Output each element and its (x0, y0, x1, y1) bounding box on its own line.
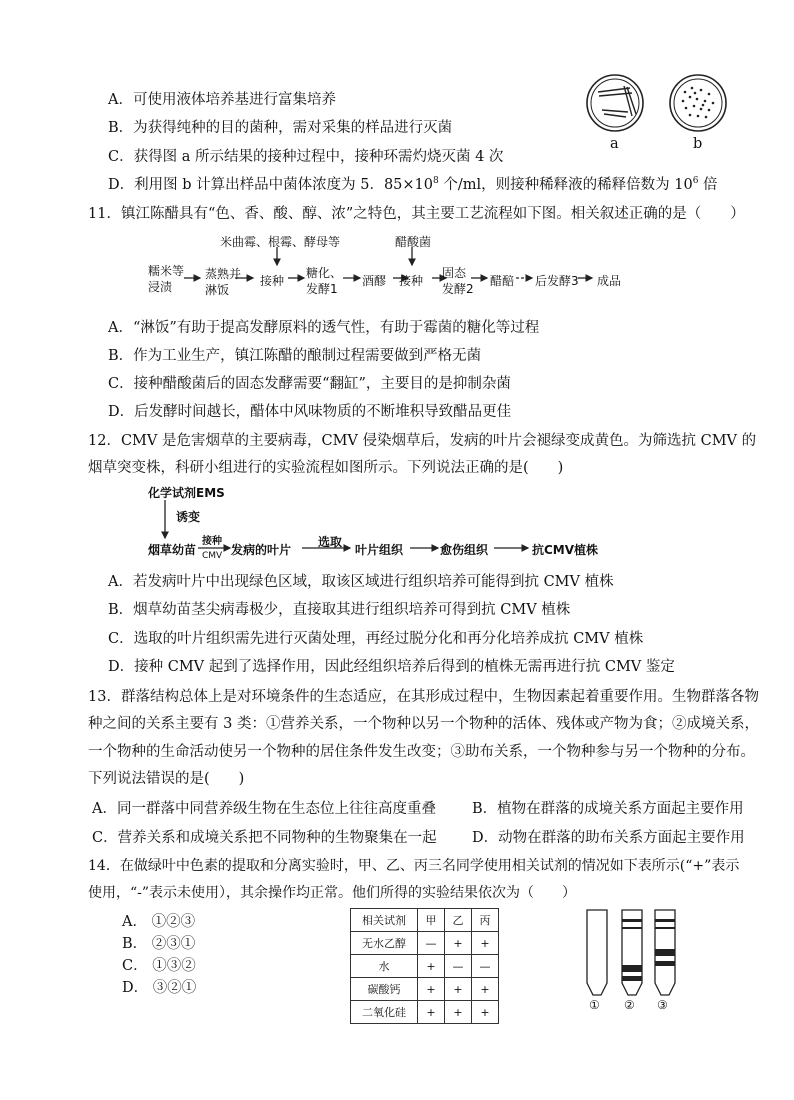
q12-option-a: A．若发病叶片中出现绿色区域，取该区域进行组织培养可能得到抗 CMV 植株 (108, 574, 614, 590)
flow11-step3: 接种 (260, 274, 285, 288)
plate-a (587, 75, 643, 131)
flow12-mutate: 诱变 (176, 510, 201, 524)
flow11-step7: 固态 发酵2 (442, 266, 474, 296)
q10-option-c: C．获得图 a 所示结果的接种过程中，接种环需灼烧灭菌 4 次 (108, 149, 504, 165)
table-cell: + (445, 1001, 472, 1024)
flow11-step5: 酒醪 (362, 274, 387, 288)
table-cell: 二氧化硅 (351, 1001, 418, 1024)
table-cell: + (418, 1001, 445, 1024)
q14-option-d: D． ③②① (122, 980, 197, 996)
q11-option-d: D．后发酵时间越长，醋体中风味物质的不断堆积导致醋品更佳 (108, 404, 512, 420)
table-cell: + (472, 932, 499, 955)
q12-option-c: C．选取的叶片组织需先进行灭菌处理，再经过脱分化和再分化培养成抗 CMV 植株 (108, 631, 644, 647)
flow11-step2: 蒸熟并 淋饭 (205, 267, 242, 297)
q10-option-b: B．为获得纯种的目的菌种，需对采集的样品进行灭菌 (108, 120, 453, 136)
flow11-step10: 成品 (597, 274, 622, 288)
table-cell: + (445, 932, 472, 955)
q13-stem-line2: 种之间的关系主要有 3 类：①营养关系，一个物种以另一个物种的活体、残体或产物为食；②成境关系， (88, 716, 759, 732)
table-row (351, 932, 499, 955)
plate-a-label: a (610, 136, 619, 152)
table-header-cell: 乙 (445, 909, 472, 932)
q12-option-d: D．接种 CMV 起到了选择作用，因此经组织培养后得到的植株无需再进行抗 CMV 鉴定 (108, 659, 675, 675)
flow12-step2: 发病的叶片 (231, 543, 292, 557)
q12-option-b: B．烟草幼苗茎尖病毒极少，直接取其进行组织培养可得到抗 CMV 植株 (108, 602, 571, 618)
table-header-cell: 丙 (472, 909, 499, 932)
plate-b-label: b (693, 136, 703, 152)
q11-option-a: A．“淋饭”有助于提高发酵原料的透气性，有助于霉菌的糖化等过程 (108, 320, 540, 336)
table-cell: + (472, 1001, 499, 1024)
flow12-inoc: 接种 (202, 536, 222, 547)
flow12-step4: 愈伤组织 (440, 543, 489, 557)
plate-b (670, 75, 726, 131)
table-header-cell: 甲 (418, 909, 445, 932)
q13-stem-line3: 一个物种的生命活动使另一个物种的居住条件发生改变；③助布关系，一个物种参与另一个物种的分布。 (88, 744, 755, 760)
q10-option-a: A．可使用液体培养基进行富集培养 (108, 92, 336, 108)
q14-option-c: C． ①③② (122, 958, 196, 974)
table-cell: — (445, 955, 472, 978)
table-header-cell: 相关试剂 (351, 909, 418, 932)
flow12-chem: 化学试剂EMS (148, 486, 225, 500)
q13-stem-line1: 13．群落结构总体上是对环境条件的生态适应，在其形成过程中，生物因素起着重要作用。生物群落各物 (88, 689, 759, 705)
flow12-step5: 抗CMV植株 (532, 543, 599, 557)
flow12-step3: 叶片组织 (355, 543, 404, 557)
flow12-cmv: CMV (202, 551, 223, 561)
table-cell: + (472, 978, 499, 1001)
petri-plates-figure (580, 70, 740, 160)
q13-option-a: A．同一群落中同营养级生物在生态位上往往高度重叠 (92, 801, 436, 817)
tube-label-3: ③ (657, 998, 668, 1012)
tube-1 (587, 910, 607, 995)
q13-option-b: B．植物在群落的成境关系方面起主要作用 (472, 801, 744, 817)
flow11-step1: 糯米等 浸渍 (148, 264, 185, 294)
q14-option-b: B． ②③① (122, 936, 196, 952)
flow12-select: 选取 (318, 535, 343, 549)
q11-stem: 11．镇江陈醋具有“色、香、酸、醇、浓”之特色，其主要工艺流程如下图。相关叙述正确的是（ ） (88, 206, 745, 222)
q14-option-a: A． ①②③ (122, 914, 196, 930)
tube-label-1: ① (589, 998, 600, 1012)
q14-stem-line1: 14．在做绿叶中色素的提取和分离实验时，甲、乙、丙三名同学使用相关试剂的情况如下表所示(“+”表示 (88, 858, 740, 874)
q13-option-d: D．动物在群落的助布关系方面起主要作用 (472, 830, 745, 846)
flow11-step8: 醋醅 (490, 274, 515, 288)
tube-label-2: ② (624, 998, 635, 1012)
flow12-step1: 烟草幼苗 (148, 543, 197, 557)
q14-stem-line2: 使用，“-”表示未使用），其余操作均正常。他们所得的实验结果依次为（ ） (88, 885, 577, 901)
q13-option-c: C．营养关系和成境关系把不同物种的生物聚集在一起 (92, 830, 437, 846)
table-row (351, 1001, 499, 1024)
reagent-table (350, 908, 499, 1024)
flow11-step6: 接种 (399, 274, 424, 288)
q13-stem-line4: 下列说法错误的是( ) (88, 771, 245, 787)
table-cell: + (418, 978, 445, 1001)
q11-option-c: C．接种醋酸菌后的固态发酵需要“翻缸”，主要目的是抑制杂菌 (108, 376, 511, 392)
tube-2 (622, 910, 642, 995)
flow11-top2: 醋酸菌 (395, 235, 432, 249)
table-header-row (351, 909, 499, 932)
flow12-arrows (140, 498, 560, 558)
q12-stem-line1: 12．CMV 是危害烟草的主要病毒，CMV 侵染烟草后，发病的叶片会褪绿变成黄色。为筛选抗 CMV 的 (88, 433, 757, 449)
table-cell: + (418, 955, 445, 978)
table-cell: 无水乙醇 (351, 932, 418, 955)
table-row (351, 955, 499, 978)
q10-option-d: D．利用图 b 计算出样品中菌体浓度为 5．$85\times 10^8$ 个/ml，则接种稀释液的稀释倍数为 $10^6$ 倍 (108, 176, 718, 193)
table-cell: — (418, 932, 445, 955)
table-cell: + (445, 978, 472, 1001)
flow11-step4: 糖化、 发酵1 (306, 266, 343, 296)
table-row (351, 978, 499, 1001)
flow11-top1: 米曲霉、根霉、酵母等 (220, 235, 341, 249)
flow11-step9: 后发酵3 (535, 274, 579, 288)
q11-option-b: B．作为工业生产，镇江陈醋的酿制过程需要做到严格无菌 (108, 348, 482, 364)
table-cell: 碳酸钙 (351, 978, 418, 1001)
table-cell: 水 (351, 955, 418, 978)
table-cell: — (472, 955, 499, 978)
q12-stem-line2: 烟草突变株，科研小组进行的实验流程如图所示。下列说法正确的是( ) (88, 460, 564, 476)
